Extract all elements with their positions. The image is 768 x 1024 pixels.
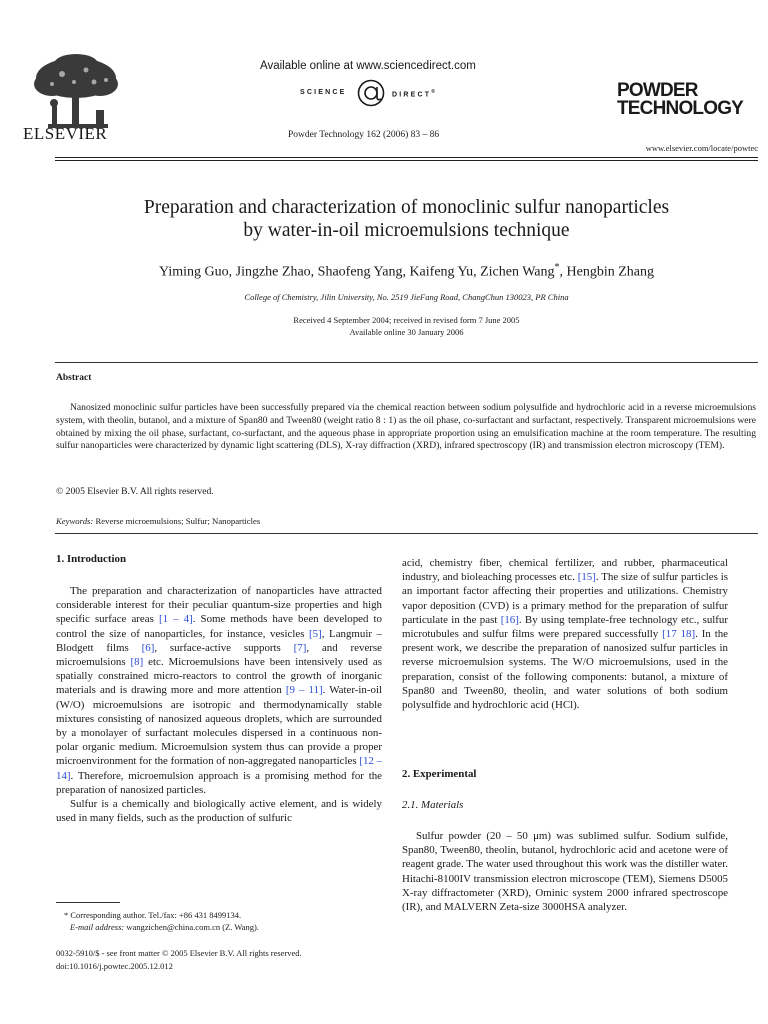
citation-link[interactable]: [15] — [577, 571, 596, 584]
section-heading-experimental: 2. Experimental — [402, 768, 477, 780]
available-online-text[interactable]: Available online at www.sciencedirect.com — [260, 60, 476, 72]
intro-paragraph-2: Sulfur is a chemically and biologically active element, and is widely used in many fields, such as the production of sulfuric — [56, 798, 382, 825]
email-address-link[interactable]: wangzichen@china.com.cn (Z. Wang). — [124, 921, 259, 932]
section-heading-introduction: 1. Introduction — [56, 553, 126, 565]
author-list — [55, 262, 758, 281]
keywords-label: Keywords: — [56, 516, 94, 526]
sd-direct-text: DIRECT® — [392, 89, 438, 99]
corresponding-author-mark[interactable]: * — [554, 262, 560, 273]
footnote-mark: * — [64, 910, 69, 920]
journal-name-line1: POWDER — [617, 80, 698, 101]
article-title-line1: Preparation and characterization of monoclinic sulfur nanoparticles — [143, 197, 670, 218]
keywords-list: Reverse microemulsions; Sulfur; Nanoparticles — [93, 516, 261, 526]
citation-link[interactable]: [5] — [309, 627, 322, 640]
materials-column — [402, 829, 728, 914]
sciencedirect-at-icon — [356, 78, 386, 108]
article-history — [55, 314, 758, 338]
authors-text-tail: , Hengbin Zhang — [559, 264, 654, 280]
abstract-heading: Abstract — [56, 373, 92, 383]
citation-link[interactable]: [16] — [500, 613, 519, 626]
header-rule-thin — [55, 160, 758, 161]
citation-link[interactable]: [17 18] — [662, 628, 696, 641]
right-column — [402, 556, 728, 712]
corresponding-author-footnote — [56, 910, 376, 933]
issn-doi-block — [56, 947, 302, 973]
publisher-name: ELSEVIER — [23, 124, 108, 143]
citation-link[interactable]: [1 – 4] — [158, 613, 193, 626]
citation-link[interactable]: [6] — [141, 641, 155, 654]
abstract-top-rule — [55, 362, 758, 363]
issn-line: 0032-5910/$ - see front matter © 2005 Elsevier B.V. All rights reserved. — [56, 948, 302, 958]
sciencedirect-logo — [300, 78, 450, 108]
left-column — [56, 584, 382, 825]
affiliation: College of Chemistry, Jilin University, No. 2519 JieFang Road, ChangChun 130023, PR China — [244, 292, 569, 302]
citation-link[interactable]: [7] — [293, 641, 307, 654]
citation-link[interactable]: [9 – 11] — [285, 684, 323, 697]
email-label: E-mail address: — [70, 921, 125, 932]
journal-reference: Powder Technology 162 (2006) 83 – 86 — [288, 130, 440, 140]
article-title-line2: by water-in-oil microemulsions technique — [243, 220, 570, 241]
intro-paragraph-2-continued: acid, chemistry fiber, chemical fertilizer, and rubber, pharmaceutical industry, and bioleaching processes etc. [15]. The size of sulfur particles is an important factor affecting their properties and utilizations. Chemistry vapor deposition (CVD) is a primary method for the preparation of sulfur particulate in the past [16]. By using template-free technology etc., sulfur microtubules and sulfur films were prepared successfully [17 18]. In the present work, we describe the preparation of nanosized sulfur particles in reverse microemulsion systems. The W/O microemulsions, used in the preparation, consist of the following components: butanol, a mixture of Span80 and Tween80, theolin, and water solutions of both sodium polysulfide and hydrochloric acid (HCl). — [402, 557, 729, 712]
abstract-copyright: © 2005 Elsevier B.V. All rights reserved. — [56, 486, 214, 497]
journal-name-logo — [617, 82, 743, 118]
article-title — [55, 196, 758, 242]
subsection-heading-materials: 2.1. Materials — [402, 799, 464, 811]
header-rule-thick — [55, 157, 758, 158]
journal-name-line2: TECHNOLOGY — [617, 98, 744, 119]
footnote-contact: Corresponding author. Tel./fax: +86 431 8499134. — [68, 910, 242, 920]
doi-link[interactable]: doi:10.1016/j.powtec.2005.12.012 — [56, 961, 173, 971]
keywords — [56, 516, 260, 526]
footnote-rule — [56, 902, 120, 903]
authors-text: Yiming Guo, Jingzhe Zhao, Shaofeng Yang, Kaifeng Yu, Zichen Wang — [159, 264, 555, 280]
received-dates: Received 4 September 2004; received in revised form 7 June 2005 — [293, 315, 520, 325]
sd-science-text: SCIENCE — [300, 89, 347, 96]
materials-paragraph: Sulfur powder (20 – 50 μm) was sublimed sulfur. Sodium sulfide, Span80, Tween80, theolin, butanol, hydrochloric acid and acetone were of reagent grade. The water used throughout this work was the distiller water. Hitachi-8100IV transmission electron microscope (TEM), Siemens D5005 X-ray diffractometer (XRD), Ominic system 2000 infrared spectroscope (IR), and MALVERN Zeta-size 3000HSA analyzer. — [402, 830, 728, 914]
journal-url-link[interactable]: www.elsevier.com/locate/powtec — [645, 143, 758, 153]
available-online-date: Available online 30 January 2006 — [349, 327, 464, 337]
intro-paragraph-1: The preparation and characterization of nanoparticles have attracted considerable interest for their peculiar quantum-size properties and high specific surface areas [1 – 4]. Some methods have been developed to control the size of nanoparticles, for instance, vesicles [5], Langmuir – Blodgett films [6], surface-active supports [7], and reverse microemulsions [8] etc. Microemulsions have been intensively used as spatially constrained micro-reactors to control the growth of inorganic materials and is drawing more and more attention [9 – 11]. Water-in-oil (W/O) microemulsions are isotropic and thermodynamically stable mixtures consisting of nanosized aqueous droplets, which are surrounded by a monolayer of surfactant molecules dispersed in a continuous non-polar organic medium. Microemulsion system thus can provide a proper microenvironment for the formation of non-aggregated nanoparticles [12 – 14]. Therefore, microemulsion approach is a promising method for the preparation of nanosized particles. — [56, 585, 383, 796]
abstract-bottom-rule — [55, 533, 758, 534]
citation-link[interactable]: [8] — [130, 656, 144, 669]
abstract-text: Nanosized monoclinic sulfur particles have been successfully prepared via the chemical reaction between sodium polysulfide and hydrochloric acid in a reverse microemulsions system, with theolin, butanol, and a mixture of Span80 and Tween80 (weight ratio 8 : 1) as the oil phase, co-surfactant and surfactant, respectively. Transparent microemulsions were obtained by mixing the oil phase, surfactant, co-surfactant, and the aqueous phase in appropriate proportion using an emulsification machine at the room temperature. The resulting sulfur nanoparticles were characterized by dynamic light scattering (DLS), X-ray diffraction (XRD), infrared spectroscopy (IR) and transmission electron microscopy (TEM). — [56, 402, 756, 452]
citation-link[interactable]: [12 – 14] — [56, 755, 383, 782]
